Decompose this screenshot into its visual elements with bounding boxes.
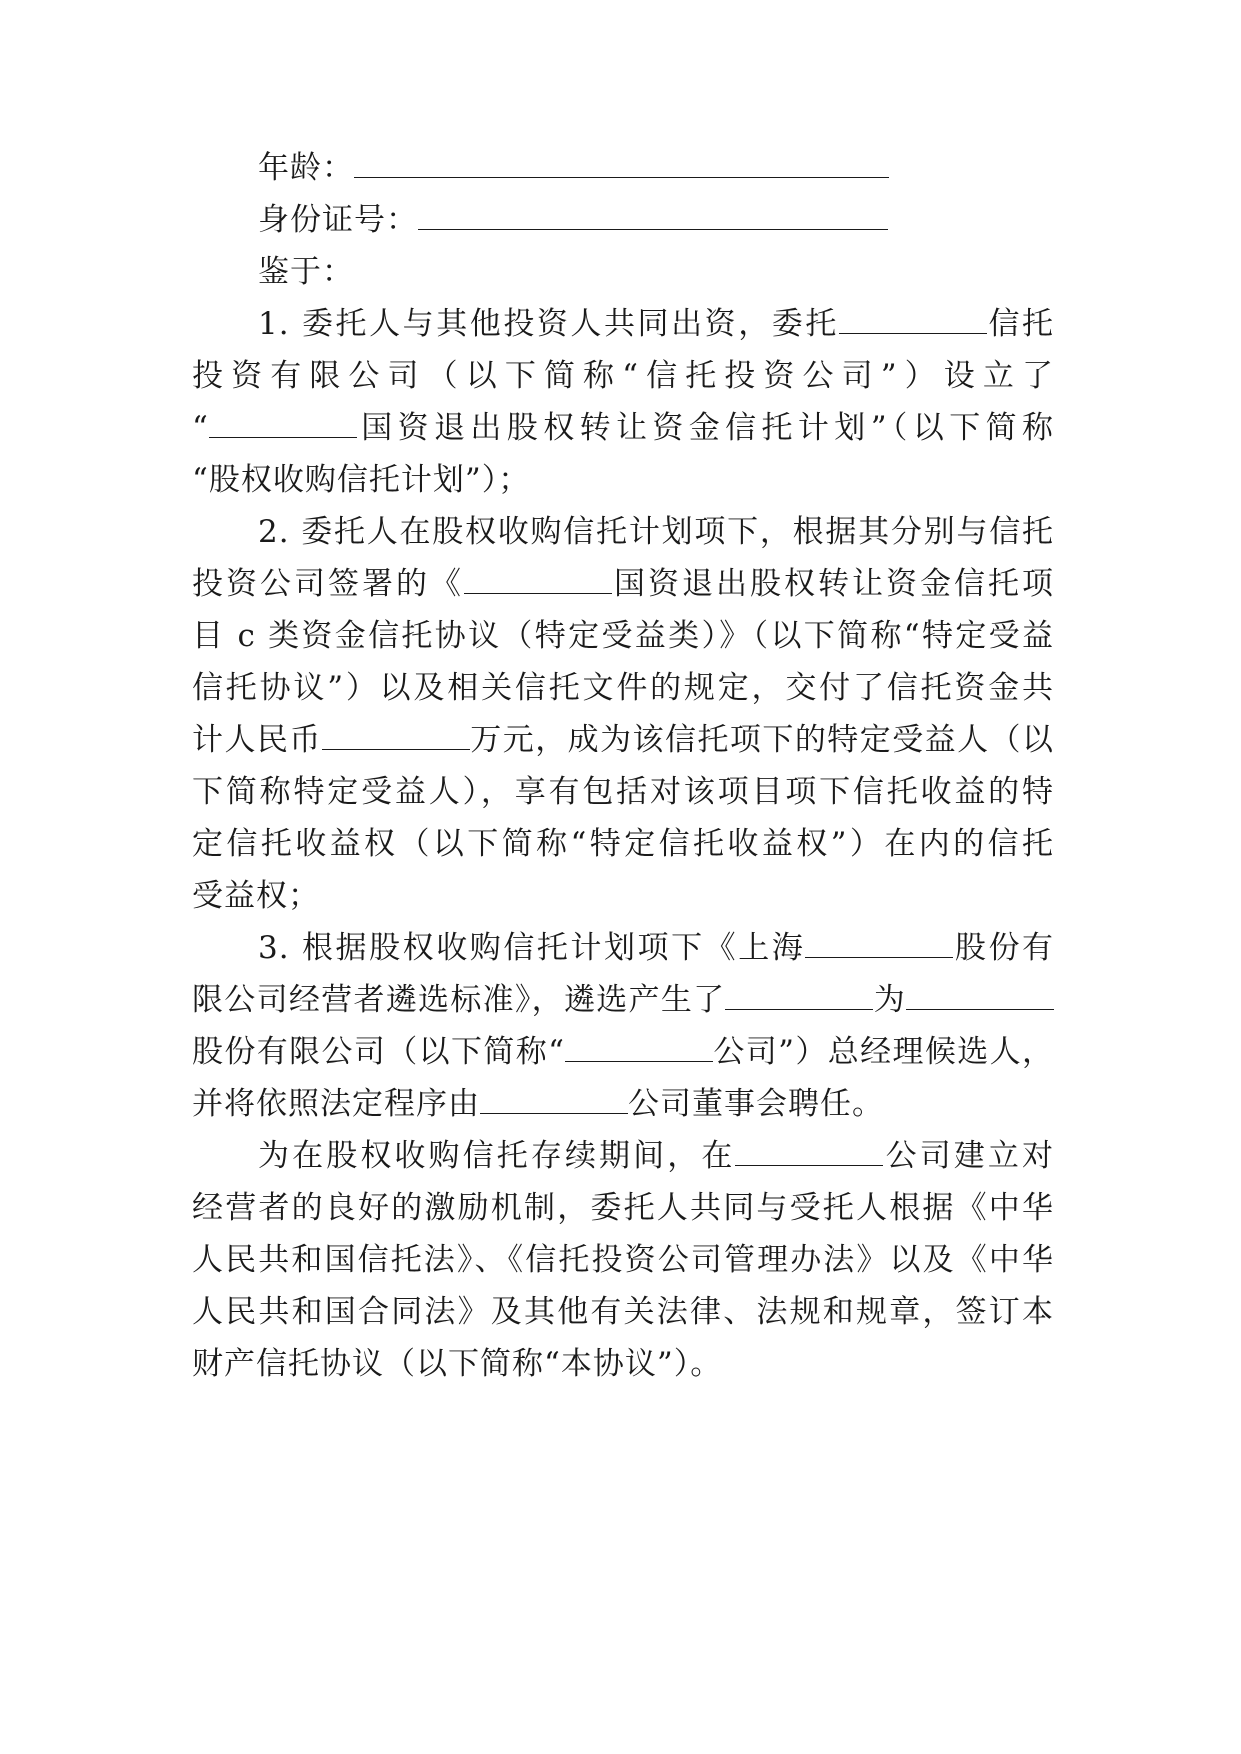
p3-text: 股份有	[953, 930, 1054, 966]
p1-text: “股权收购信托计划”）；	[192, 462, 531, 498]
id-label: 身份证号：	[258, 202, 418, 238]
whereas-heading	[258, 242, 1054, 302]
p2-text: 国资退出股权转让资金信托项	[612, 566, 1054, 602]
plan-name-blank	[209, 413, 357, 438]
p1-text: 1. 委托人与其他投资人共同出资，委托	[258, 306, 839, 342]
p3-line-3	[192, 1022, 1054, 1082]
p3-text: 3. 根据股权收购信托计划项下《上海	[258, 930, 806, 966]
p3-text: 并将依照法定程序由	[192, 1086, 480, 1122]
incentive-company-blank	[735, 1141, 883, 1166]
p4-text: 人民共和国合同法》及其他有关法律、法规和规章，签订本	[192, 1294, 1054, 1330]
p2-text: 定信托收益权（以下简称“特定信托收益权”）在内的信托	[192, 826, 1054, 862]
p2-line-3	[192, 606, 1054, 666]
p1-line-2	[192, 346, 1054, 406]
age-label: 年龄：	[258, 150, 354, 186]
p2-text: 目 c 类资金信托协议（特定受益类）》（以下简称“特定受益	[192, 618, 1054, 654]
p2-line-2	[192, 554, 1054, 614]
p1-line-4	[192, 450, 1054, 510]
p3-line-1	[258, 918, 1054, 978]
p2-line-7	[192, 814, 1054, 874]
p4-text: 为在股权收购信托存续期间，在	[258, 1138, 736, 1174]
p1-text: 国资退出股权转让资金信托计划”（以下简称	[356, 410, 1054, 446]
p2-line-5	[192, 710, 1054, 770]
p2-text: 投资公司签署的《	[192, 566, 464, 602]
id-line	[258, 190, 1054, 250]
p3-text: 股份有限公司（以下简称“	[192, 1034, 565, 1070]
age-blank	[354, 153, 889, 178]
trust-company-blank	[839, 309, 987, 334]
p4-line-2	[192, 1178, 1054, 1238]
p4-text: 公司建立对	[883, 1138, 1055, 1174]
p3-text: 公司董事会聘任。	[628, 1086, 884, 1122]
board-company-blank	[480, 1089, 628, 1114]
p2-line-1	[258, 502, 1054, 562]
p3-line-2	[192, 970, 1054, 1030]
p3-text: 限公司经营者遴选标准》，遴选产生了	[192, 982, 726, 1018]
amount-blank	[322, 725, 470, 750]
company-short-name-blank	[565, 1037, 713, 1062]
p2-text: 万元，成为该信托项下的特定受益人（以	[469, 722, 1055, 758]
p2-line-6	[192, 762, 1054, 822]
p4-line-3	[192, 1230, 1054, 1290]
p3-text: 公司”）总经理候选人，	[713, 1034, 1054, 1070]
p2-text: 受益权；	[192, 878, 320, 914]
p2-line-8	[192, 866, 1054, 926]
p2-text: 2. 委托人在股权收购信托计划项下，根据其分别与信托	[258, 514, 1054, 550]
p1-line-3	[192, 398, 1054, 458]
p2-text: 计人民币	[192, 722, 322, 758]
shanghai-company-blank	[805, 933, 953, 958]
p4-text: 财产信托协议（以下简称“本协议”）。	[192, 1346, 723, 1382]
company-name-blank	[906, 985, 1054, 1010]
id-blank	[418, 205, 888, 230]
p4-line-4	[192, 1282, 1054, 1342]
p2-text: 信托协议”）以及相关信托文件的规定，交付了信托资金共	[192, 670, 1054, 706]
p4-text: 经营者的良好的激励机制，委托人共同与受托人根据《中华	[192, 1190, 1054, 1226]
p4-line-1	[258, 1126, 1054, 1186]
candidate-name-blank	[725, 985, 873, 1010]
p4-text: 人民共和国信托法》、《信托投资公司管理办法》以及《中华	[192, 1242, 1054, 1278]
p1-line-1	[258, 294, 1054, 354]
agreement-name-blank	[464, 569, 612, 594]
whereas-text: 鉴于：	[258, 254, 354, 290]
p4-line-5	[192, 1334, 1054, 1394]
p2-line-4	[192, 658, 1054, 718]
p1-text: 信托	[986, 306, 1055, 342]
p3-text: 为	[873, 982, 907, 1018]
p3-line-4	[192, 1074, 1054, 1134]
p1-text: “	[192, 410, 209, 446]
p2-text: 下简称特定受益人），享有包括对该项目项下信托收益的特	[192, 774, 1054, 810]
p1-text: 投资有限公司（以下简称“信托投资公司”）设立了	[192, 358, 1054, 394]
age-line	[258, 138, 1054, 198]
